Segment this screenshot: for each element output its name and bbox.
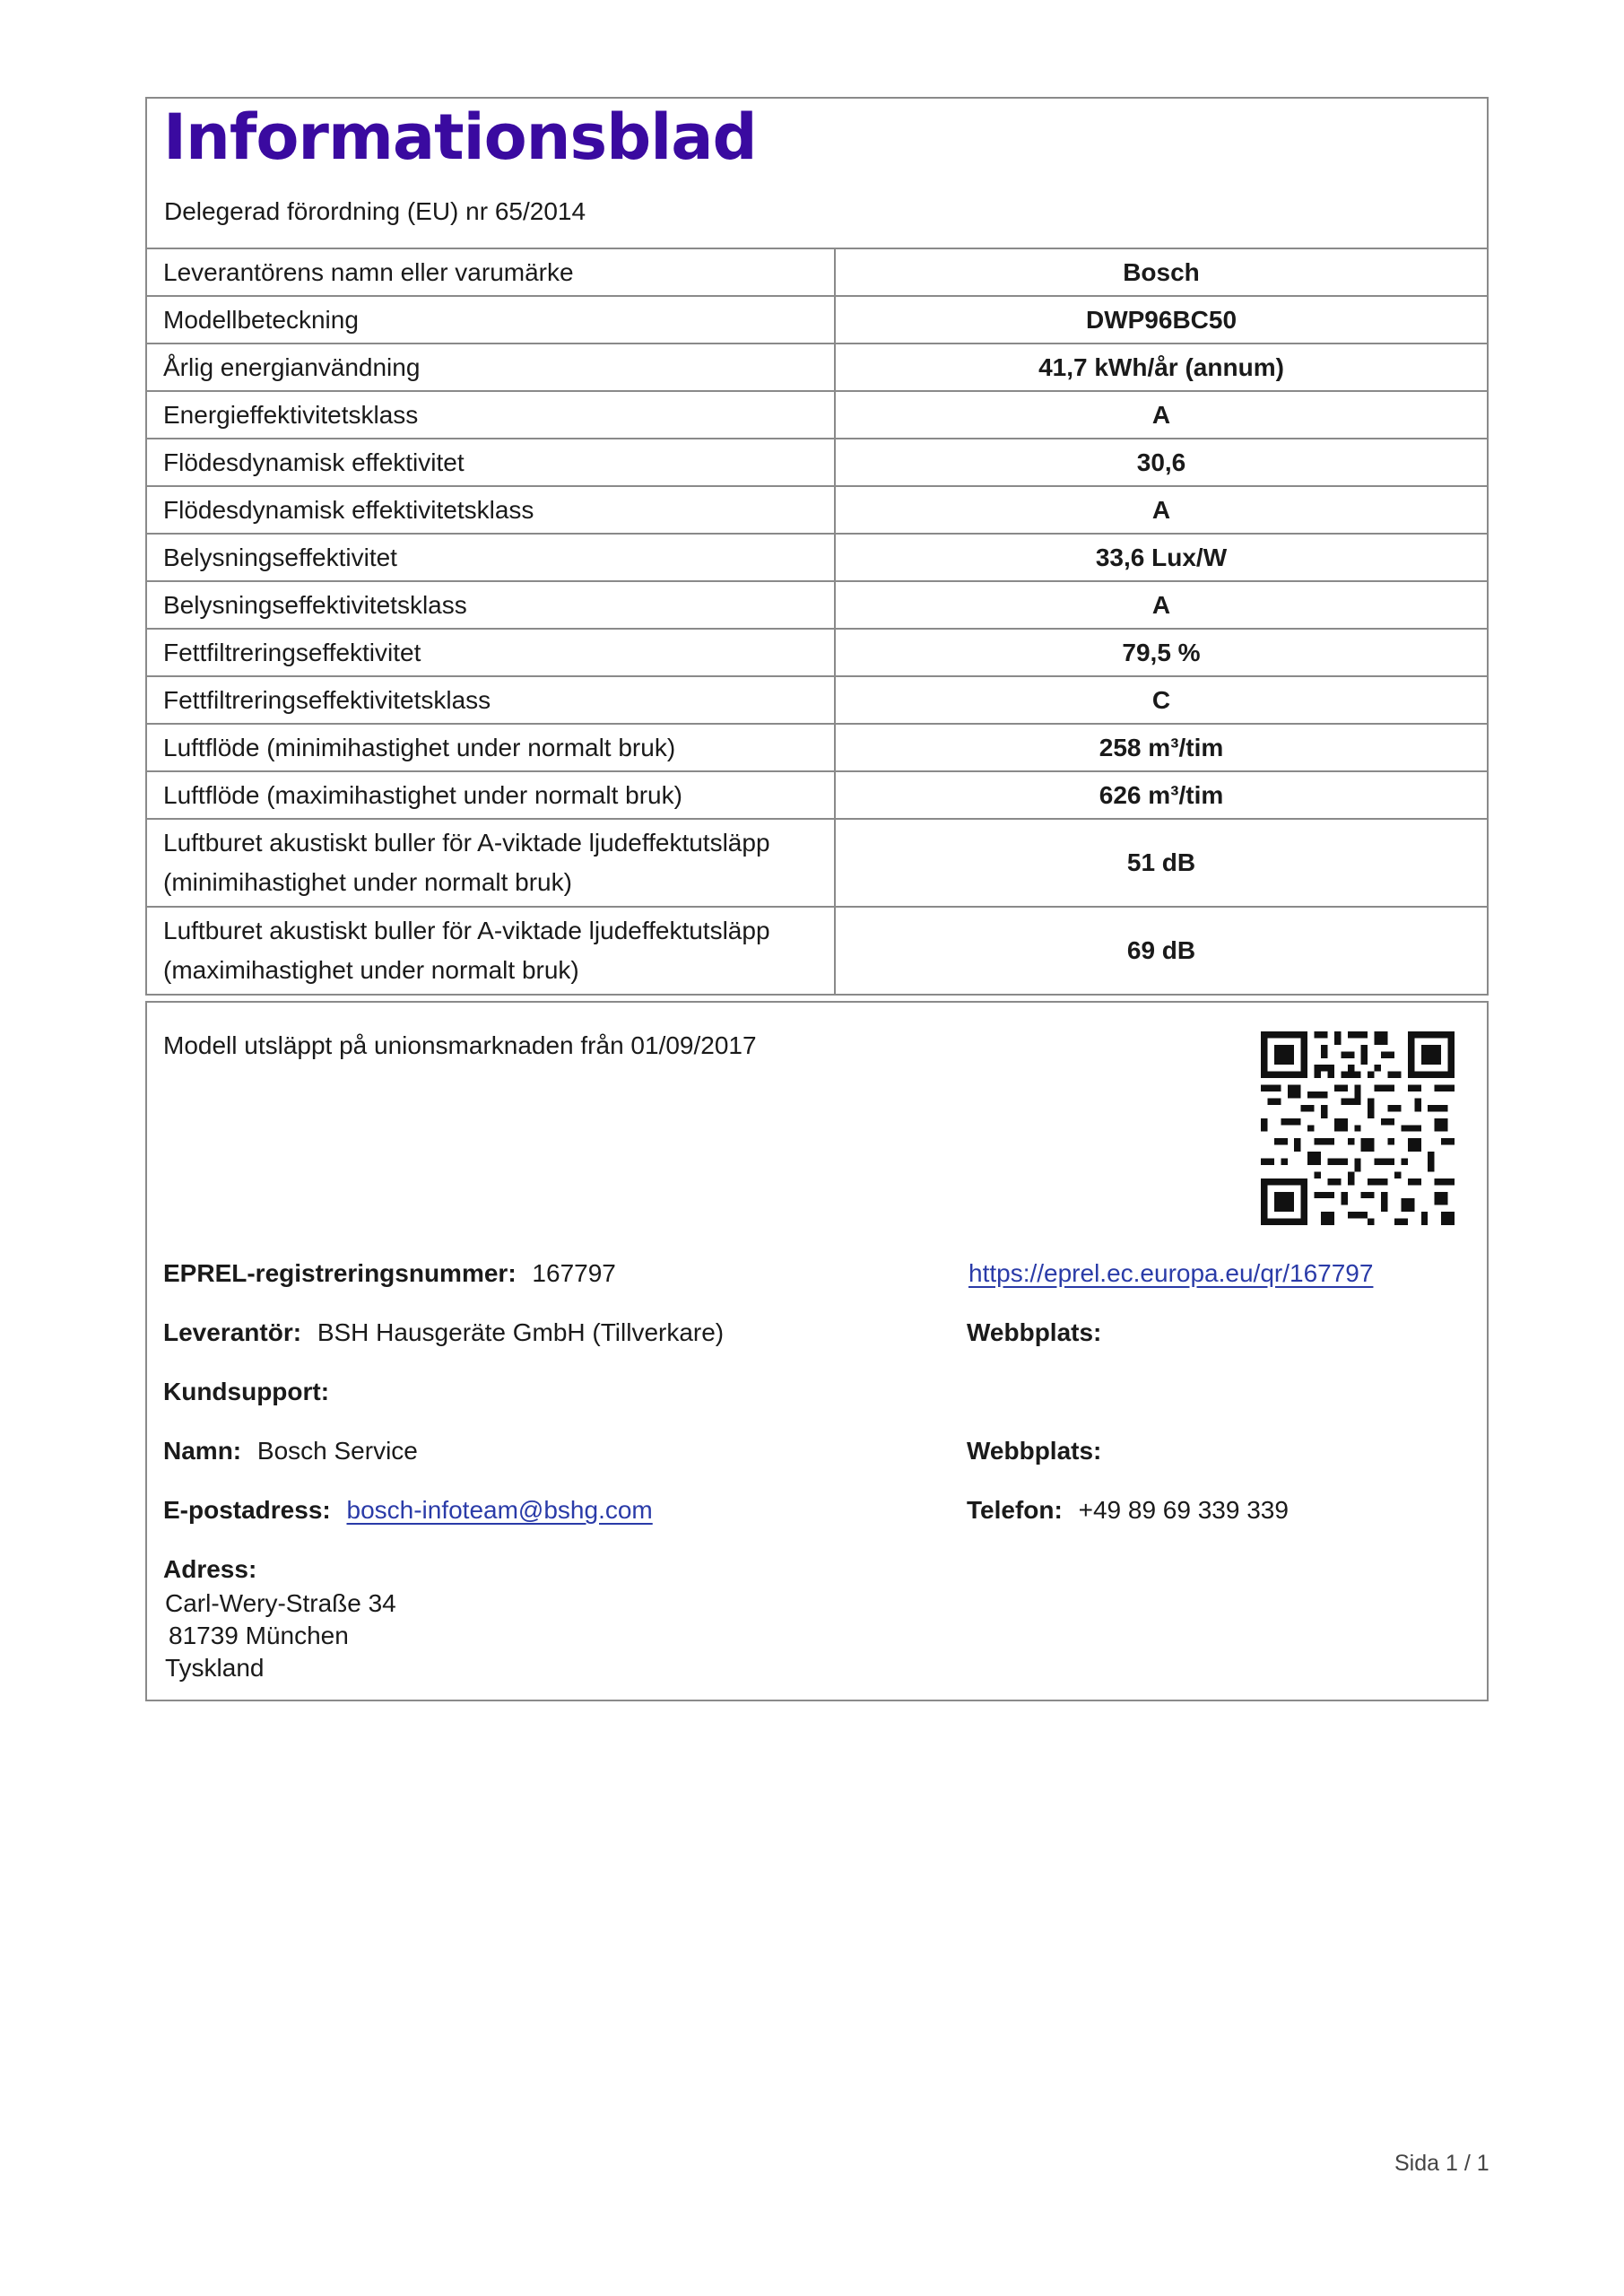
table-row bbox=[147, 907, 1487, 994]
spec-label: Årlig energianvändning bbox=[147, 344, 835, 391]
table-row bbox=[147, 391, 1487, 439]
spec-value: 69 dB bbox=[835, 907, 1487, 994]
spec-label: Fettfiltreringseffektivitet bbox=[147, 629, 835, 676]
table-row bbox=[147, 439, 1487, 486]
spec-value: A bbox=[835, 486, 1487, 534]
spec-value: A bbox=[835, 581, 1487, 629]
sheet-header bbox=[147, 99, 1487, 248]
market-date-text: Modell utsläppt på unionsmarknaden från 01/09/2017 bbox=[163, 1031, 757, 1059]
support-label: Kundsupport: bbox=[163, 1378, 330, 1405]
supplier-label: Leverantör: bbox=[163, 1318, 302, 1346]
name-row bbox=[163, 1437, 418, 1465]
eprel-row bbox=[163, 1259, 616, 1288]
regulation-subtitle: Delegerad förordning (EU) nr 65/2014 bbox=[164, 197, 586, 225]
email-link[interactable]: bosch-infoteam@bshg.com bbox=[346, 1496, 653, 1524]
spec-value: 79,5 % bbox=[835, 629, 1487, 676]
spec-label: Leverantörens namn eller varumärke bbox=[147, 248, 835, 296]
spec-label-line: Luftburet akustiskt buller för A-viktade ljudeffektutsläpp bbox=[163, 917, 770, 944]
eprel-link[interactable]: https://eprel.ec.europa.eu/qr/167797 bbox=[968, 1259, 1374, 1287]
address-line: Carl-Wery-Straße 34 bbox=[165, 1589, 396, 1617]
spec-table bbox=[147, 248, 1487, 994]
supplier-row bbox=[163, 1318, 724, 1347]
phone-label: Telefon: bbox=[967, 1496, 1063, 1524]
spec-label: Flödesdynamisk effektivitet bbox=[147, 439, 835, 486]
spec-value: 41,7 kWh/år (annum) bbox=[835, 344, 1487, 391]
spec-label: Belysningseffektivitetsklass bbox=[147, 581, 835, 629]
supplier-value: BSH Hausgeräte GmbH (Tillverkare) bbox=[317, 1318, 725, 1346]
spec-value: C bbox=[835, 676, 1487, 724]
table-row bbox=[147, 344, 1487, 391]
table-row bbox=[147, 676, 1487, 724]
table-row bbox=[147, 724, 1487, 771]
address-line: Tyskland bbox=[165, 1654, 265, 1682]
table-row bbox=[147, 819, 1487, 907]
spec-value: A bbox=[835, 391, 1487, 439]
website-label: Webbplats: bbox=[967, 1318, 1102, 1346]
eprel-number: 167797 bbox=[532, 1259, 616, 1287]
phone-row bbox=[967, 1496, 1289, 1525]
spec-label bbox=[147, 819, 835, 907]
spec-label: Energieffektivitetsklass bbox=[147, 391, 835, 439]
spec-label-line: Luftburet akustiskt buller för A-viktade ljudeffektutsläpp bbox=[163, 829, 770, 857]
name-value: Bosch Service bbox=[256, 1437, 418, 1465]
spec-label-line: (minimihastighet under normalt bruk) bbox=[163, 868, 572, 896]
spec-label-line: (maximihastighet under normalt bruk) bbox=[163, 956, 579, 984]
table-row bbox=[147, 248, 1487, 296]
phone-value: +49 89 69 339 339 bbox=[1078, 1496, 1289, 1524]
spec-label: Fettfiltreringseffektivitetsklass bbox=[147, 676, 835, 724]
spec-value: 626 m³/tim bbox=[835, 771, 1487, 819]
address-line: 81739 München bbox=[169, 1622, 349, 1649]
email-label: E-postadress: bbox=[163, 1496, 331, 1524]
spec-label: Luftflöde (minimihastighet under normalt bruk) bbox=[147, 724, 835, 771]
supplier-info-box bbox=[145, 1001, 1489, 1701]
table-row bbox=[147, 771, 1487, 819]
qr-code-icon[interactable] bbox=[1261, 1031, 1455, 1225]
table-row bbox=[147, 296, 1487, 344]
spec-value: Bosch bbox=[835, 248, 1487, 296]
table-row bbox=[147, 629, 1487, 676]
spec-value: 33,6 Lux/W bbox=[835, 534, 1487, 581]
page-number: Sida 1 / 1 bbox=[1394, 2151, 1489, 2176]
table-row bbox=[147, 534, 1487, 581]
table-row bbox=[147, 581, 1487, 629]
name-label: Namn: bbox=[163, 1437, 242, 1465]
page-title: Informationsblad bbox=[163, 100, 757, 174]
product-info-sheet bbox=[145, 97, 1489, 996]
spec-label: Belysningseffektivitet bbox=[147, 534, 835, 581]
spec-value: 258 m³/tim bbox=[835, 724, 1487, 771]
email-row bbox=[163, 1496, 653, 1525]
table-row bbox=[147, 486, 1487, 534]
address-label: Adress: bbox=[163, 1555, 257, 1583]
spec-value: 30,6 bbox=[835, 439, 1487, 486]
spec-label: Flödesdynamisk effektivitetsklass bbox=[147, 486, 835, 534]
spec-value: 51 dB bbox=[835, 819, 1487, 907]
website-label: Webbplats: bbox=[967, 1437, 1102, 1465]
eprel-label: EPREL-registreringsnummer: bbox=[163, 1259, 517, 1287]
spec-label: Modellbeteckning bbox=[147, 296, 835, 344]
spec-label bbox=[147, 907, 835, 994]
spec-value: DWP96BC50 bbox=[835, 296, 1487, 344]
spec-label: Luftflöde (maximihastighet under normalt bruk) bbox=[147, 771, 835, 819]
